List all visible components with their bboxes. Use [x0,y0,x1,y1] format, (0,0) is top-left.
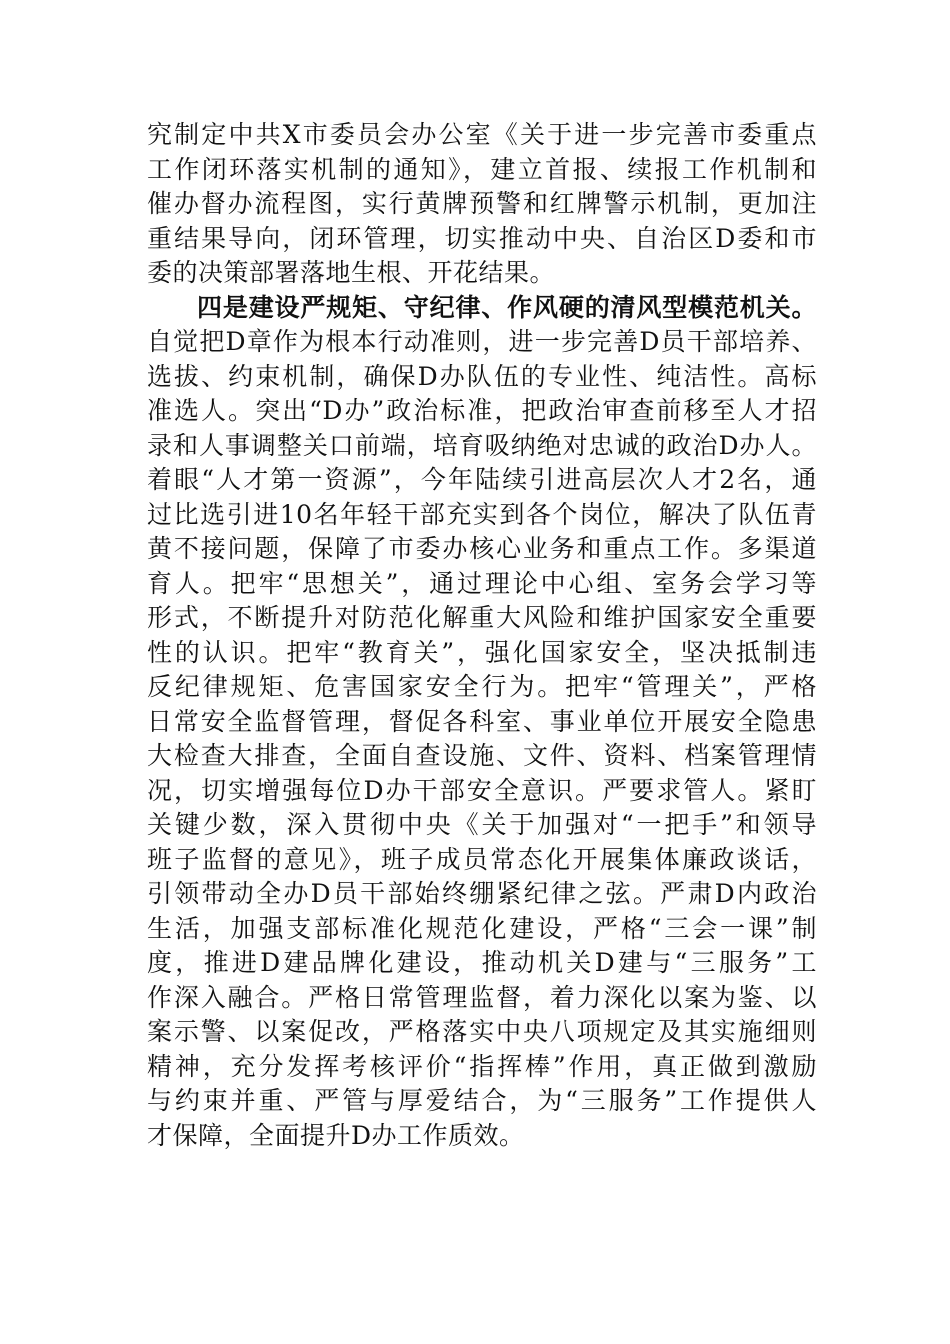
text-line: 班子监督的意见》，班子成员常态化开展集体廉政谈话， [147,844,817,874]
text-line: 录和人事调整关口前端，培育吸纳绝对忠诚的政治D办人。 [147,430,817,460]
text-line: 引领带动全办D员干部始终绷紧纪律之弦。严肃D内政治 [147,879,817,908]
text-line: 育人。把牢“思想关”，通过理论中心组、室务会学习等 [147,568,817,598]
text-line: 精神，充分发挥考核评价“指挥棒”作用，真正做到激励 [147,1051,817,1081]
text-line: 着眼“人才第一资源”，今年陆续引进高层次人才2名，通 [147,465,817,494]
text-line: 反纪律规矩、危害国家安全行为。把牢“管理关”，严格 [147,672,817,701]
text-line: 过比选引进10名年轻干部充实到各个岗位，解决了队伍青 [147,499,817,529]
text-line: 度，推进D建品牌化建设，推动机关D建与“三服务”工 [147,948,817,977]
text-line: 委的决策部署落地生根、开花结果。 [147,258,556,287]
text-line: 况，切实增强每位D办干部安全意识。严要求管人。紧盯 [147,775,817,805]
text-line: 准选人。突出“D办”政治标准，把政治审查前移至人才招 [147,396,817,425]
text-line: 自觉把D章作为根本行动准则，进一步完善D员干部培养、 [147,327,817,356]
document-body [147,118,817,1153]
text-line: 工作闭环落实机制的通知》，建立首报、续报工作机制和 [147,154,817,184]
section-heading: 四是建设严规矩、守纪律、作风硬的清风型模范机关。 [197,292,817,322]
text-line: 生活，加强支部标准化规范化建设，严格“三会一课”制 [147,913,817,943]
text-line: 选拔、约束机制，确保D办队伍的专业性、纯洁性。高标 [147,361,817,391]
text-line: 关键少数，深入贯彻中央《关于加强对“一把手”和领导 [147,810,817,839]
text-line: 与约束并重、严管与厚爱结合，为“三服务”工作提供人 [147,1086,817,1115]
text-line: 黄不接问题，保障了市委办核心业务和重点工作。多渠道 [147,534,817,563]
text-line: 案示警、以案促改，严格落实中央八项规定及其实施细则 [147,1017,817,1046]
text-line: 大检查大排查，全面自查设施、文件、资料、档案管理情 [147,741,817,770]
text-line: 重结果导向，闭环管理，切实推动中央、自治区D委和市 [147,223,817,253]
text-line: 催办督办流程图，实行黄牌预警和红牌警示机制，更加注 [147,189,817,218]
text-line: 才保障，全面提升D办工作质效。 [147,1120,525,1150]
text-line: 日常安全监督管理，督促各科室、事业单位开展安全隐患 [147,706,817,736]
text-line: 作深入融合。严格日常管理监督，着力深化以案为鉴、以 [147,982,817,1012]
text-line: 性的认识。把牢“教育关”，强化国家安全，坚决抵制违 [147,637,817,667]
text-line: 究制定中共X市委员会办公室《关于进一步完善市委重点 [147,120,817,149]
text-line: 形式，不断提升对防范化解重大风险和维护国家安全重要 [147,603,817,632]
